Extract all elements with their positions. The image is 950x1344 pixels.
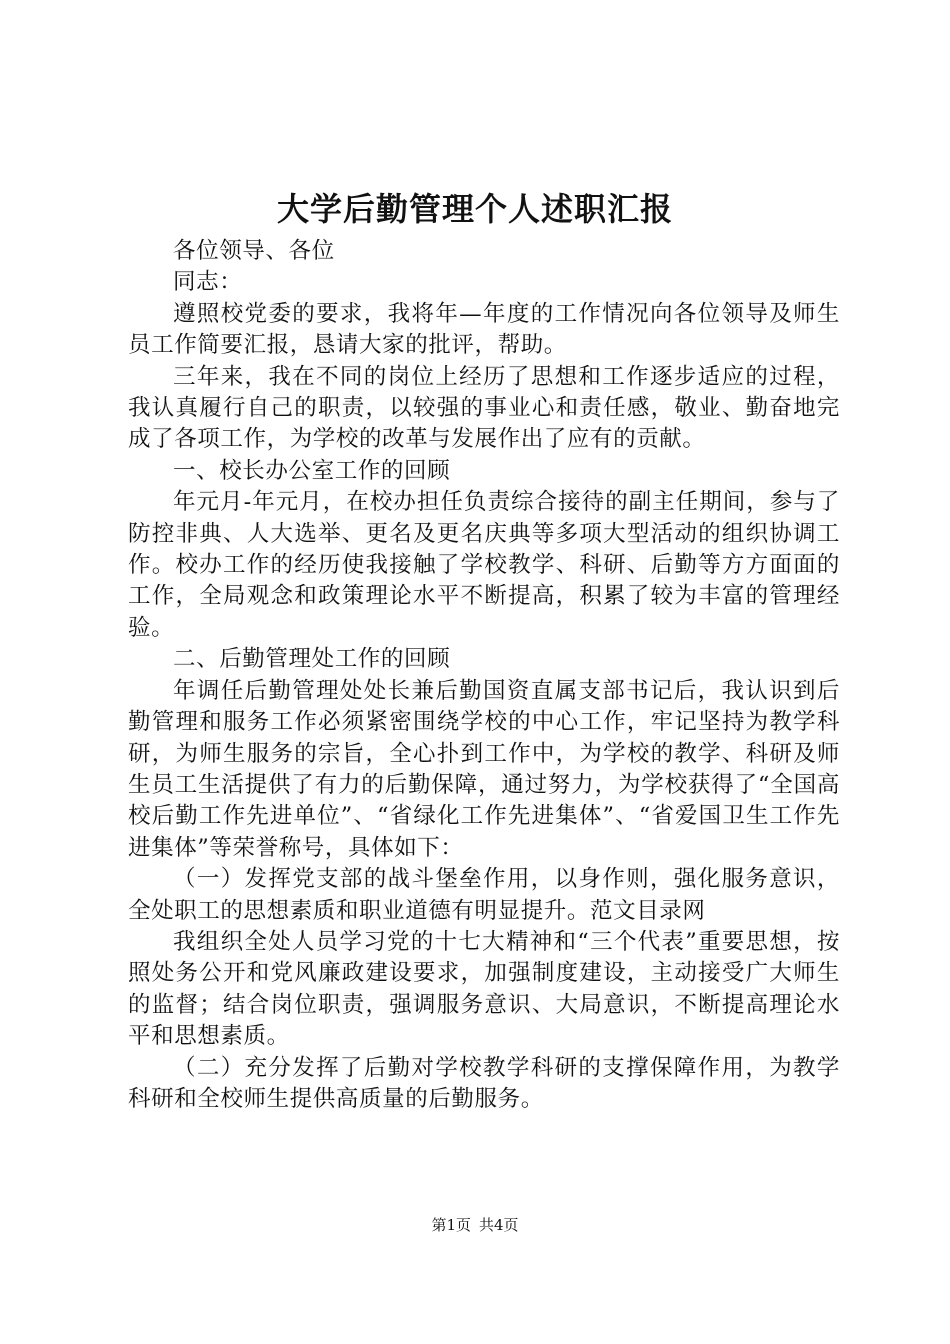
document-body — [128, 236, 840, 1115]
salutation-line-2: 同志： — [173, 269, 243, 296]
paragraph-office-work: 年元月-年元月，在校办担任负责综合接待的副主任期间，参与了防控非典、人大选举、更名及更名庆典等多项大型活动的组织协调工作。校办工作的经历使我接触了学校教学、科研、后勤等方方面面的工作，全局观念和政策理论水平不断提高，积累了较为丰富的管理经验。 — [128, 489, 840, 641]
paragraph-overview: 三年来，我在不同的岗位上经历了思想和工作逐步适应的过程，我认真履行自己的职责，以较强的事业心和责任感，敬业、勤奋地完成了各项工作，为学校的改革与发展作出了应有的贡献。 — [128, 363, 840, 453]
page-total: 共4页 — [479, 1216, 519, 1234]
paragraph-intro: 遵照校党委的要求，我将年—年度的工作情况向各位领导及师生员工作简要汇报，恳请大家的批评，帮助。 — [128, 300, 840, 359]
document-title: 大学后勤管理个人述职汇报 — [276, 190, 673, 228]
paragraph-party-study: 我组织全处人员学习党的十七大精神和“三个代表”重要思想，按照处务公开和党风廉政建设要求，加强制度建设，主动接受广大师生的监督；结合岗位职责，强调服务意识、大局意识，不断提高理论水平和思想素质。 — [128, 928, 840, 1050]
page-number: 第1页 — [431, 1216, 471, 1234]
subsection-heading-1: （一）发挥党支部的战斗堡垒作用，以身作则，强化服务意识，全处职工的思想素质和职业道德有明显提升。范文目录网 — [128, 866, 840, 924]
section-heading-2: 二、后勤管理处工作的回顾 — [173, 646, 451, 673]
subsection-heading-2: （二）充分发挥了后勤对学校教学科研的支撑保障作用，为教学科研和全校师生提供高质量的后勤服务。 — [128, 1054, 840, 1112]
page-footer — [0, 1213, 950, 1237]
section-heading-1: 一、校长办公室工作的回顾 — [173, 457, 451, 484]
salutation-line-1: 各位领导、各位 — [173, 238, 335, 264]
paragraph-logistics-work: 年调任后勤管理处处长兼后勤国资直属支部书记后，我认识到后勤管理和服务工作必须紧密围绕学校的中心工作，牢记坚持为教学科研，为师生服务的宗旨，全心扑到工作中，为学校的教学、科研及师生员工生活提供了有力的后勤保障，通过努力，为学校获得了“全国高校后勤工作先进单位”、“省绿化工作先进集体”、“省爱国卫生工作先进集体”等荣誉称号，具体如下： — [128, 677, 840, 861]
